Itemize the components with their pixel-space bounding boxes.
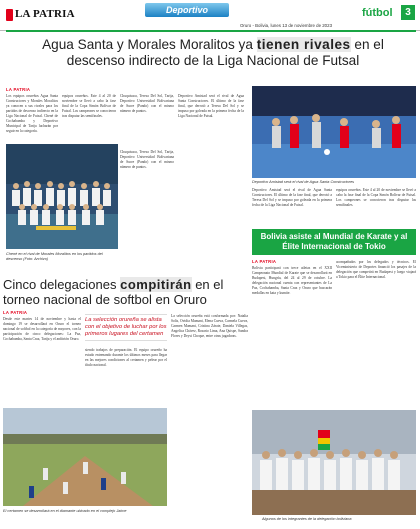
headline-highlight: tienen rivales (256, 37, 351, 52)
supplement-banner (145, 3, 229, 17)
masthead-title: LA PATRIA (15, 8, 75, 20)
futsal-column-5: Deportivo Amistad será el rival de Agua Santa Constructores. El último de la fase final, que derrotó a Teresa Del Sol y se impuso por goleada en la primera fecha de la Liga Nacional de Futsal. (252, 188, 333, 207)
softball-column-2: siendo trabajos de preparación. El equipo orureño ha estado entrenando durante los últimos meses para llegar en las mejores condiciones al certamen y pelear por el título nacional. (85, 348, 168, 367)
softball-kicker: LA PATRIA (3, 310, 28, 315)
karate-team-photo-art (252, 410, 416, 515)
softball-field-photo-art (3, 408, 167, 506)
masthead-logo-mark (6, 9, 13, 21)
headline-highlight: compitirán (120, 277, 192, 292)
futsal-column-1: Los equipos orureños Agua Santa Constructores y Morales Moralitos ya conocen a sus rivales para los partidos de descenso indirecto en la Liga Nacional de Futsal. Chené de Cochabamba y Deportivo Municipal de Tarija lucharán por seguir en la categoría. (6, 94, 59, 133)
page-header (0, 0, 420, 31)
softball-pull-quote: La selección orureña se alista con el objetivo de luchar por los primeros lugares del certamen (85, 314, 167, 341)
futsal-photo-caption: Chené en el rival de Morales Moralitos en los partidos del descenso (Foto: Archivo) (6, 252, 103, 261)
futsal-photo2-caption: Deportivo Amistad será el rival de Agua Santa Constructores (252, 180, 355, 184)
futsal-headline: Agua Santa y Morales Moralitos ya tienen rivales en el descenso indirecto de la Liga Nacional de Futsal (42, 37, 384, 68)
softball-headline: Cinco delegaciones compitirán en el torneo nacional de softbol en Oruro (3, 277, 224, 307)
softball-column-3: La selección orureña está conformada por: Natalia Solis, Ovidia Mamani, Elena Cueva, Carmela Cueva, Carmen Mamani, Cristina Zárate, Daniela Villegas, Angelica Chávez, Rosario Lima, Ana Quispe, Sandra Flores y Deysi Choque, entre otras jugadoras. (171, 314, 249, 338)
dateline: Oruro - Bolivia, lunes 13 de noviembre de 2023 (240, 23, 333, 28)
futsal-kicker: LA PATRIA (6, 87, 31, 92)
futsal-action-photo-art (252, 86, 416, 178)
page-number: 3 (401, 5, 415, 20)
softball-photo-caption: El certamen se desarrollará en el diamante ubicado en el complejo Jaime (3, 509, 127, 513)
supplement-title: Deportivo (165, 5, 208, 15)
futsal-column-2: equipos orureños. Este 4 al 20 de noviembre se llevó a cabo la fase final de la Copa Simón Bolívar de Futsal. Los campeones se conocieron tras disputar las semifinales. (62, 94, 117, 118)
section-label: fútbol (362, 7, 393, 19)
karate-photo-caption: Algunos de los integrantes de la delegación boliviana (262, 517, 352, 521)
header-rule (6, 30, 416, 32)
futsal-column-6: equipos orureños. Este 4 al 20 de noviembre se llevó a cabo la fase final de la Copa Simón Bolívar de Futsal. Los campeones se conocieron tras disputar las semifinales. (336, 188, 417, 207)
futsal-team-photo-art (6, 144, 118, 249)
karate-kicker: LA PATRIA (252, 259, 277, 264)
karate-column-1: Bolivia participará con trece atletas en el XXII Campeonato Mundial de Karate que se desarrollará en Budapest, Hungría, del 24 al 29 de octubre. La delegación nacional cuenta con representantes de La Paz, Cochabamba, Santa Cruz y Oruro que buscarán medallas en kata y kumite. (252, 266, 333, 295)
futsal-action-photo (252, 86, 416, 178)
futsal-column-3b: Chuquisaca, Teresa Del Sol, Tarija, Deportivo Universidad Bolivariana de Sucre (Pando) con el mismo número de puntos. (120, 150, 175, 169)
futsal-team-photo (6, 144, 118, 249)
karate-headline: Bolivia asiste al Mundial de Karate y al Élite Internacional de Tokio (260, 232, 408, 251)
softball-field-photo (3, 408, 167, 506)
futsal-column-3: Chuquisaca, Teresa Del Sol, Tarija, Deportivo Universidad Bolivariana de Sucre (Pando) con el mismo número de puntos. (120, 94, 175, 113)
karate-team-photo (252, 410, 416, 515)
softball-column-1: Desde este martes 14 de noviembre y hasta el domingo 19 se desarrollará en Oruro el torneo nacional de softbol en la categoría de mayores, con la participación de cinco delegaciones: La Paz, Cochabamba, Santa Cruz, Tarija y el anfitrión Oruro. (3, 317, 82, 341)
futsal-column-4: Deportivo Amistad será el rival de Agua Santa Constructores. El último de la fase final, que derrotó a Teresa Del Sol y se impuso por goleada en la primera fecha de la Liga Nacional de Futsal. (178, 94, 245, 118)
karate-column-2: acompañados por los delegados y técnicos. El Viceministerio de Deportes financió los pasajes de la delegación que competirá en Budapest y luego viajará a Tokio para el Élite Internacional. (336, 260, 417, 279)
